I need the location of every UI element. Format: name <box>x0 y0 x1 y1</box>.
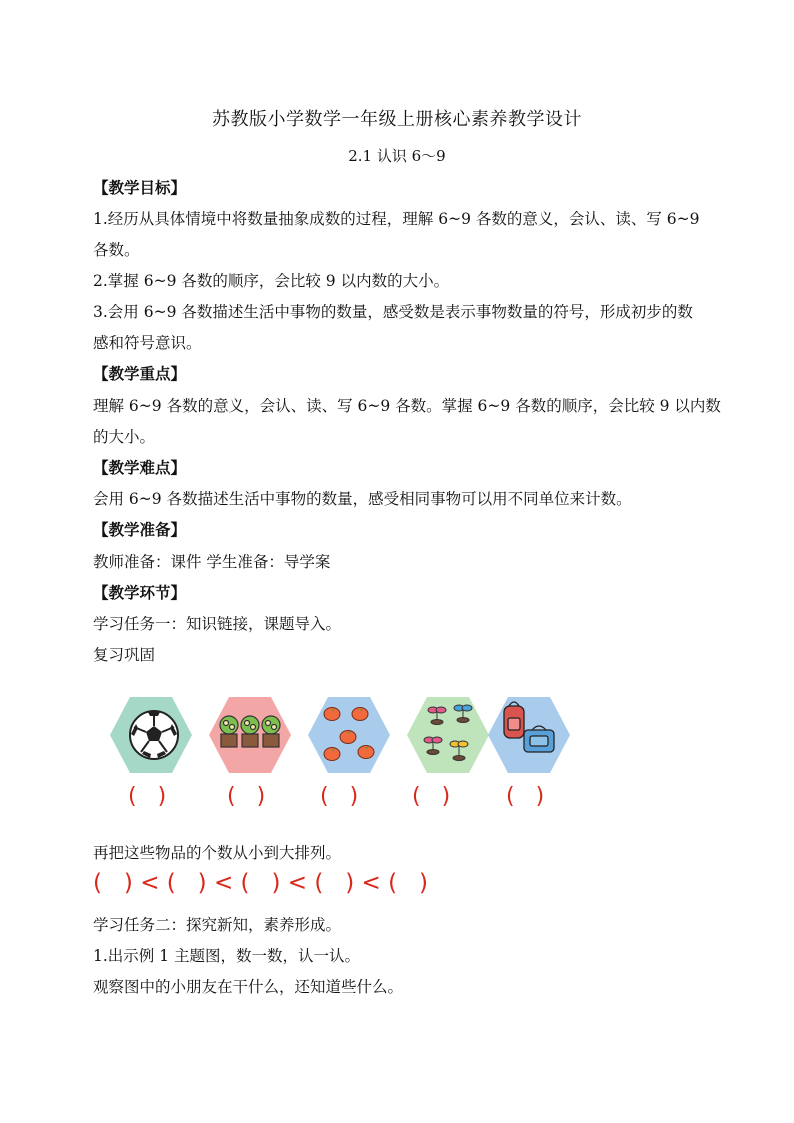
preparation: 教师准备：课件 学生准备：导学案 <box>93 553 331 571</box>
blank-4[interactable]: ( ) <box>412 784 451 809</box>
blank-3[interactable]: ( ) <box>320 784 359 809</box>
seedlings-icon <box>407 694 489 776</box>
task-2: 学习任务二：探究新知，素养形成。 <box>93 916 342 934</box>
goals-heading: 【教学目标】 <box>93 178 187 197</box>
backpacks-icon <box>488 694 570 776</box>
goal-2: 2.掌握 6~9 各数的顺序，会比较 9 以内数的大小。 <box>93 272 450 290</box>
steps-heading: 【教学环节】 <box>93 583 187 602</box>
difficult-points-heading: 【教学难点】 <box>93 458 187 477</box>
doc-title: 苏教版小学数学一年级上册核心素养教学设计 <box>212 109 582 130</box>
blank-1[interactable]: ( ) <box>128 784 167 809</box>
tomatoes-icon <box>308 694 390 776</box>
preparation-heading: 【教学准备】 <box>93 520 187 539</box>
goal-1-line-1: 1.经历从具体情境中将数量抽象成数的过程，理解 6~9 各数的意义，会认、读、写 6~9 <box>93 210 700 228</box>
key-points-line-1: 理解 6~9 各数的意义，会认、读、写 6~9 各数。掌握 6~9 各数的顺序，会比较 9 以内数 <box>93 397 721 415</box>
doc-subtitle: 2.1 认识 6～9 <box>348 147 446 165</box>
potted-plants-icon <box>209 694 291 776</box>
goal-1-line-2: 各数。 <box>93 241 140 259</box>
key-points-heading: 【教学重点】 <box>93 364 187 383</box>
review-label: 复习巩固 <box>93 646 156 664</box>
task-1: 学习任务一：知识链接，课题导入。 <box>93 615 342 633</box>
soccer-ball-icon <box>110 694 192 776</box>
task-2-step-1: 1.出示例 1 主题图，数一数，认一认。 <box>93 947 361 965</box>
goal-3-line-1: 3.会用 6~9 各数描述生活中事物的数量，感受数是表示事物数量的符号，形成初步的数 <box>93 303 693 321</box>
blank-5[interactable]: ( ) <box>506 784 545 809</box>
observe-instruction: 观察图中的小朋友在干什么，还知道些什么。 <box>93 978 404 996</box>
goal-3-line-2: 感和符号意识。 <box>93 334 202 352</box>
ordering-blanks[interactable]: ( ) < ( ) < ( ) < ( ) < ( ) <box>93 870 428 896</box>
difficult-points: 会用 6~9 各数描述生活中事物的数量，感受相同事物可以用不同单位来计数。 <box>93 490 632 508</box>
blank-2[interactable]: ( ) <box>227 784 266 809</box>
arrange-instruction: 再把这些物品的个数从小到大排列。 <box>93 844 342 862</box>
key-points-line-2: 的大小。 <box>93 428 156 446</box>
